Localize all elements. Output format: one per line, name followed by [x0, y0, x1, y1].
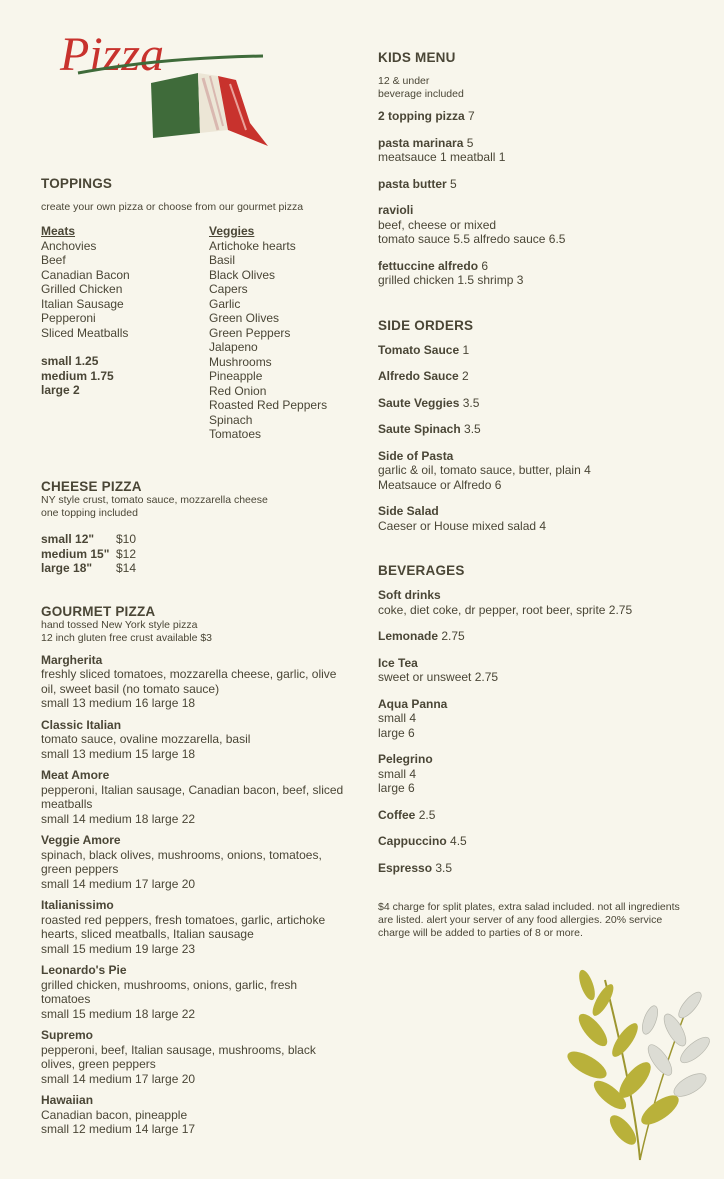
kids-item-line: grilled chicken 1.5 shrimp 3: [378, 273, 524, 287]
meat-item: Anchovies: [41, 238, 97, 253]
cheese-size-row: [41, 532, 346, 547]
veggie-item: Artichoke hearts: [209, 238, 296, 253]
beverages-item-price: 4.5: [450, 834, 467, 848]
sides-item-price: 3.5: [462, 395, 480, 410]
meat-item: Grilled Chicken: [41, 282, 123, 296]
cheese-size-price: $14: [116, 561, 137, 575]
veggie-item: Mushrooms: [209, 354, 272, 369]
gourmet-item: [41, 768, 346, 826]
gourmet-item: [41, 653, 346, 711]
gourmet-item-name: Veggie Amore: [41, 833, 121, 847]
gourmet-item-name: Margherita: [41, 652, 103, 667]
gourmet-item: [41, 1028, 346, 1086]
veggie-item: Spinach: [209, 412, 253, 427]
beverages-item-head: [378, 656, 698, 671]
beverages-item-head: [378, 808, 698, 823]
kids-item-name: fettuccine alfredo: [378, 258, 479, 273]
sides-item-head: [378, 449, 698, 464]
gourmet-desc-2: 12 inch gluten free crust available $3: [41, 631, 213, 644]
kids-item-head: [378, 109, 698, 124]
footer-note: $4 charge for split plates, extra salad included. not all ingredients are listed. alert your server of any food allergies. 20% service charge will be added to parties of 8 or more.: [378, 901, 680, 939]
gourmet-item-name: Leonardo's Pie: [41, 963, 127, 977]
kids-item-price: 5: [466, 135, 474, 150]
kids-item-price: 7: [468, 109, 475, 123]
meat-item: Italian Sausage: [41, 296, 124, 311]
veggie-item: Red Onion: [209, 383, 267, 398]
veggie-item: Green Peppers: [209, 325, 291, 340]
gourmet-item-prices: small 13 medium 15 large 18: [41, 746, 196, 761]
kids-sub-1: 12 & under: [378, 75, 430, 87]
olive-branch-icon: [565, 960, 715, 1165]
veggie-item: Pineapple: [209, 369, 263, 383]
cheese-title: CHEESE PIZZA: [41, 479, 142, 494]
veggies-heading: Veggies: [209, 224, 255, 238]
gourmet-item-desc: roasted red peppers, fresh tomatoes, garlic, artichoke hearts, sliced meatballs, Italian sausage: [41, 912, 326, 941]
beverages-item: [378, 629, 698, 644]
gourmet-item-name: Hawaiian: [41, 1093, 94, 1107]
beverages-item-price: 3.5: [435, 860, 453, 875]
gourmet-item: [41, 963, 346, 1021]
beverages-item-head: [378, 752, 698, 767]
gourmet-title: GOURMET PIZZA: [41, 603, 156, 619]
right-column: [378, 50, 698, 940]
gourmet-item: [41, 898, 346, 956]
sides-item-name: Saute Spinach: [378, 422, 461, 436]
sides-item-price: 2: [462, 369, 469, 383]
sides-item: [378, 369, 698, 384]
sides-item: [378, 422, 698, 437]
toppings-title: TOPPINGS: [41, 176, 113, 191]
sides-item: [378, 449, 698, 493]
beverages-item: [378, 656, 698, 685]
beverages-item-name: Ice Tea: [378, 655, 418, 670]
beverages-item-head: [378, 629, 698, 644]
beverages-item: [378, 588, 698, 617]
gourmet-item-desc: tomato sauce, ovaline mozzarella, basil: [41, 732, 251, 746]
sides-item-name: Alfredo Sauce: [378, 369, 459, 383]
beverages-item-name: Cappuccino: [378, 834, 447, 848]
pizza-logo: [58, 18, 273, 150]
beverages-item-line: large 6: [378, 781, 415, 795]
kids-item-head: [378, 203, 698, 218]
sides-item-price: 3.5: [464, 422, 481, 436]
veggie-item: Garlic: [209, 296, 241, 311]
gourmet-item-prices: small 14 medium 17 large 20: [41, 1071, 196, 1086]
topping-price: medium 1.75: [41, 368, 114, 383]
toppings-lists: [41, 224, 346, 449]
gourmet-item-desc: freshly sliced tomatoes, mozzarella cheese, garlic, olive oil, sweet basil (no tomato sauce): [41, 667, 337, 696]
beverages-item-line: small 4: [378, 711, 417, 725]
kids-item: [378, 259, 698, 288]
kids-item-line: beef, cheese or mixed: [378, 217, 497, 232]
kids-item: [378, 136, 698, 165]
sides-item-head: [378, 396, 698, 411]
beverages-item-line: sweet or unsweet 2.75: [378, 670, 499, 684]
beverages-item-line: large 6: [378, 725, 415, 740]
gourmet-item-desc: pepperoni, beef, Italian sausage, mushrooms, black olives, green peppers: [41, 1042, 316, 1071]
veggies-list: [209, 224, 349, 442]
beverages-item: [378, 834, 698, 849]
gourmet-item-name: Meat Amore: [41, 768, 110, 782]
beverages-item-head: [378, 861, 698, 876]
beverages-item-name: Lemonade: [378, 629, 439, 643]
beverages-item-line: coke, diet coke, dr pepper, root beer, sprite 2.75: [378, 602, 633, 617]
gourmet-item-desc: spinach, black olives, mushrooms, onions, tomatoes, green peppers: [41, 847, 322, 876]
beverages-item-name: Coffee: [378, 807, 416, 822]
sides-item-price: 1: [462, 342, 470, 357]
kids-item-line: tomato sauce 5.5 alfredo sauce 6.5: [378, 232, 566, 246]
meat-item: Pepperoni: [41, 311, 96, 325]
kids-item-line: meatsauce 1 meatball 1: [378, 150, 506, 164]
beverages-item: [378, 808, 698, 823]
gourmet-item: [41, 1093, 346, 1137]
beverages-item-head: [378, 697, 698, 712]
gourmet-item-prices: small 15 medium 19 large 23: [41, 941, 196, 956]
sides-item-name: Side of Pasta: [378, 448, 454, 463]
beverages-item-price: 2.75: [441, 629, 465, 643]
kids-item: [378, 109, 698, 124]
gourmet-item-prices: small 12 medium 14 large 17: [41, 1122, 196, 1136]
sides-item: [378, 343, 698, 358]
italian-flag-icon: [151, 73, 268, 146]
sides-title: SIDE ORDERS: [378, 317, 474, 333]
sides-item-head: [378, 369, 698, 384]
gourmet-item-prices: small 13 medium 16 large 18: [41, 696, 196, 710]
gourmet-item-prices: small 14 medium 18 large 22: [41, 811, 196, 826]
kids-item-head: [378, 177, 698, 192]
veggie-item: Green Olives: [209, 311, 280, 325]
cheese-size-label: large 18": [41, 561, 93, 575]
beverages-item: [378, 697, 698, 741]
toppings-subtitle: create your own pizza or choose from our gourmet pizza: [41, 201, 304, 213]
beverages-item: [378, 752, 698, 796]
beverages-item-head: [378, 834, 698, 849]
sides-item-head: [378, 343, 698, 358]
cheese-size-row: [41, 561, 346, 576]
kids-item-price: 6: [481, 258, 489, 273]
gourmet-item-prices: small 14 medium 17 large 20: [41, 876, 196, 891]
veggie-item: Black Olives: [209, 267, 276, 282]
beverages-item-name: Soft drinks: [378, 588, 441, 602]
meat-item: Canadian Bacon: [41, 267, 130, 282]
kids-item-head: [378, 259, 698, 274]
gourmet-item-desc: Canadian bacon, pineapple: [41, 1107, 188, 1122]
cheese-desc-2: one topping included: [41, 507, 138, 519]
gourmet-item-desc: grilled chicken, mushrooms, onions, garlic, fresh tomatoes: [41, 977, 298, 1006]
beverages-item-head: [378, 588, 698, 603]
kids-item-name: 2 topping pizza: [378, 109, 465, 123]
meat-item: Sliced Meatballs: [41, 325, 129, 340]
veggie-item: Jalapeno: [209, 340, 258, 354]
beverages-item-line: small 4: [378, 766, 417, 781]
kids-sub-2: beverage included: [378, 88, 464, 100]
gourmet-item: [41, 833, 346, 891]
left-column: [41, 176, 346, 1144]
kids-item-price: 5: [450, 176, 457, 191]
veggie-item: Roasted Red Peppers: [209, 398, 328, 412]
sides-item-name: Tomato Sauce: [378, 342, 460, 357]
cheese-size-price: $12: [116, 546, 137, 561]
beverages-title: BEVERAGES: [378, 563, 465, 578]
logo-text: Pizza: [60, 28, 165, 81]
sides-item-line: Meatsauce or Alfredo 6: [378, 477, 502, 492]
beverages-item-price: 2.5: [418, 807, 436, 822]
sides-item-name: Saute Veggies: [378, 395, 460, 410]
sides-item-head: [378, 422, 698, 437]
gourmet-desc-1: hand tossed New York style pizza: [41, 618, 198, 631]
cheese-size-row: [41, 547, 346, 562]
kids-item-head: [378, 136, 698, 151]
kids-item-name: ravioli: [378, 203, 414, 217]
beverages-item-name: Espresso: [378, 860, 433, 875]
kids-item: [378, 177, 698, 192]
sides-item: [378, 504, 698, 533]
gourmet-item-name: Classic Italian: [41, 717, 122, 732]
meats-list: [41, 224, 206, 398]
sides-item-line: Caeser or House mixed salad 4: [378, 518, 547, 533]
gourmet-item: [41, 718, 346, 762]
beverages-item-name: Pelegrino: [378, 752, 433, 766]
gourmet-item-desc: pepperoni, Italian sausage, Canadian bacon, beef, sliced meatballs: [41, 782, 344, 811]
topping-price: small 1.25: [41, 354, 99, 368]
sides-item-head: [378, 504, 698, 519]
meat-item: Beef: [41, 253, 66, 267]
gourmet-item-prices: small 15 medium 18 large 22: [41, 1006, 196, 1021]
topping-price: large 2: [41, 383, 80, 397]
sides-item-name: Side Salad: [378, 504, 439, 518]
cheese-size-label: medium 15": [41, 546, 110, 561]
veggie-item: Tomatoes: [209, 427, 262, 441]
kids-item: [378, 203, 698, 247]
kids-item-name: pasta butter: [378, 176, 447, 191]
cheese-size-label: small 12": [41, 532, 95, 546]
kids-item-name: pasta marinara: [378, 135, 464, 150]
beverages-item-name: Aqua Panna: [378, 696, 448, 711]
kids-title: KIDS MENU: [378, 50, 456, 65]
beverages-item: [378, 861, 698, 876]
sides-item: [378, 396, 698, 411]
gourmet-item-name: Supremo: [41, 1028, 94, 1042]
veggie-item: Capers: [209, 282, 248, 296]
veggie-item: Basil: [209, 253, 236, 267]
cheese-desc-1: NY style crust, tomato sauce, mozzarella cheese: [41, 494, 268, 506]
meats-heading: Meats: [41, 224, 76, 238]
cheese-size-price: $10: [116, 532, 137, 546]
sides-item-line: garlic & oil, tomato sauce, butter, plain 4: [378, 463, 591, 477]
gourmet-item-name: Italianissimo: [41, 898, 114, 912]
